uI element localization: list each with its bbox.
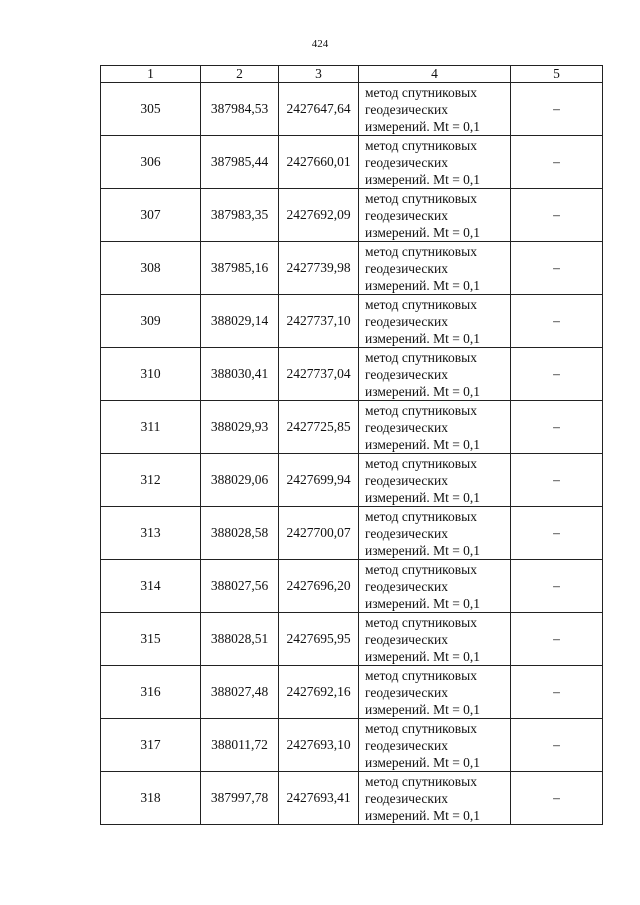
point-number-cell: 313 [101, 507, 201, 560]
method-cell [359, 401, 511, 454]
table-row [101, 295, 603, 348]
method-line: геодезических [365, 419, 448, 435]
y-coordinate-cell: 2427737,10 [279, 295, 359, 348]
method-cell [359, 719, 511, 772]
method-line: геодезических [365, 207, 448, 223]
method-line: измерений. Mt = 0,1 [365, 383, 481, 399]
method-line: геодезических [365, 101, 448, 117]
point-number-cell: 307 [101, 189, 201, 242]
method-line: метод спутниковых [365, 296, 477, 312]
method-line: геодезических [365, 154, 448, 170]
point-number-cell: 305 [101, 83, 201, 136]
column-header-1: 1 [101, 66, 201, 83]
column-header-3: 3 [279, 66, 359, 83]
x-coordinate-cell: 388030,41 [201, 348, 279, 401]
table-row [101, 560, 603, 613]
x-coordinate-cell: 387985,16 [201, 242, 279, 295]
method-cell [359, 772, 511, 825]
point-number-cell: 317 [101, 719, 201, 772]
method-line: геодезических [365, 313, 448, 329]
point-number-cell: 315 [101, 613, 201, 666]
method-line: метод спутниковых [365, 84, 477, 100]
method-cell [359, 189, 511, 242]
point-number-cell: 314 [101, 560, 201, 613]
table-row [101, 83, 603, 136]
method-cell [359, 613, 511, 666]
method-cell [359, 295, 511, 348]
y-coordinate-cell: 2427693,41 [279, 772, 359, 825]
x-coordinate-cell: 388029,06 [201, 454, 279, 507]
method-line: измерений. Mt = 0,1 [365, 330, 481, 346]
method-line: метод спутниковых [365, 243, 477, 259]
page-number: 424 [311, 38, 329, 50]
method-line: измерений. Mt = 0,1 [365, 489, 481, 505]
method-line: метод спутниковых [365, 349, 477, 365]
method-line: измерений. Mt = 0,1 [365, 542, 481, 558]
x-coordinate-cell: 388029,14 [201, 295, 279, 348]
table-row [101, 189, 603, 242]
x-coordinate-cell: 388011,72 [201, 719, 279, 772]
method-cell [359, 348, 511, 401]
note-cell: – [511, 560, 603, 613]
method-line: измерений. Mt = 0,1 [365, 224, 481, 240]
method-line: измерений. Mt = 0,1 [365, 754, 481, 770]
x-coordinate-cell: 388027,56 [201, 560, 279, 613]
y-coordinate-cell: 2427647,64 [279, 83, 359, 136]
table-header-row [101, 66, 603, 83]
method-line: геодезических [365, 578, 448, 594]
x-coordinate-cell: 387985,44 [201, 136, 279, 189]
method-line: измерений. Mt = 0,1 [365, 171, 481, 187]
y-coordinate-cell: 2427725,85 [279, 401, 359, 454]
table-row [101, 507, 603, 560]
method-line: геодезических [365, 631, 448, 647]
method-line: метод спутниковых [365, 720, 477, 736]
point-number-cell: 312 [101, 454, 201, 507]
method-line: измерений. Mt = 0,1 [365, 277, 481, 293]
column-header-4: 4 [359, 66, 511, 83]
table-row [101, 772, 603, 825]
point-number-cell: 316 [101, 666, 201, 719]
y-coordinate-cell: 2427660,01 [279, 136, 359, 189]
method-line: метод спутниковых [365, 561, 477, 577]
method-line: метод спутниковых [365, 508, 477, 524]
table-row [101, 454, 603, 507]
table-row [101, 348, 603, 401]
coordinates-table [100, 65, 603, 825]
table-row [101, 613, 603, 666]
note-cell: – [511, 613, 603, 666]
method-line: геодезических [365, 260, 448, 276]
method-cell [359, 560, 511, 613]
y-coordinate-cell: 2427737,04 [279, 348, 359, 401]
table-row [101, 242, 603, 295]
method-line: измерений. Mt = 0,1 [365, 807, 481, 823]
table-body [101, 83, 603, 825]
note-cell: – [511, 454, 603, 507]
note-cell: – [511, 242, 603, 295]
note-cell: – [511, 772, 603, 825]
method-cell [359, 454, 511, 507]
method-cell [359, 136, 511, 189]
table-row [101, 401, 603, 454]
y-coordinate-cell: 2427700,07 [279, 507, 359, 560]
method-line: геодезических [365, 737, 448, 753]
point-number-cell: 311 [101, 401, 201, 454]
method-line: измерений. Mt = 0,1 [365, 436, 481, 452]
column-header-5: 5 [511, 66, 603, 83]
x-coordinate-cell: 388027,48 [201, 666, 279, 719]
method-line: метод спутниковых [365, 402, 477, 418]
y-coordinate-cell: 2427739,98 [279, 242, 359, 295]
table-row [101, 719, 603, 772]
method-cell [359, 507, 511, 560]
note-cell: – [511, 666, 603, 719]
method-cell [359, 83, 511, 136]
method-line: геодезических [365, 472, 448, 488]
x-coordinate-cell: 387984,53 [201, 83, 279, 136]
point-number-cell: 310 [101, 348, 201, 401]
note-cell: – [511, 136, 603, 189]
method-line: метод спутниковых [365, 667, 477, 683]
point-number-cell: 308 [101, 242, 201, 295]
y-coordinate-cell: 2427696,20 [279, 560, 359, 613]
y-coordinate-cell: 2427692,16 [279, 666, 359, 719]
note-cell: – [511, 401, 603, 454]
method-line: метод спутниковых [365, 773, 477, 789]
method-line: измерений. Mt = 0,1 [365, 118, 481, 134]
method-line: метод спутниковых [365, 614, 477, 630]
note-cell: – [511, 348, 603, 401]
method-line: измерений. Mt = 0,1 [365, 595, 481, 611]
note-cell: – [511, 189, 603, 242]
y-coordinate-cell: 2427693,10 [279, 719, 359, 772]
table-row [101, 136, 603, 189]
column-header-2: 2 [201, 66, 279, 83]
point-number-cell: 318 [101, 772, 201, 825]
method-line: измерений. Mt = 0,1 [365, 701, 481, 717]
method-cell [359, 666, 511, 719]
method-line: геодезических [365, 366, 448, 382]
y-coordinate-cell: 2427692,09 [279, 189, 359, 242]
method-line: геодезических [365, 525, 448, 541]
x-coordinate-cell: 387983,35 [201, 189, 279, 242]
method-line: геодезических [365, 790, 448, 806]
y-coordinate-cell: 2427695,95 [279, 613, 359, 666]
table-row [101, 666, 603, 719]
x-coordinate-cell: 388028,51 [201, 613, 279, 666]
method-line: метод спутниковых [365, 137, 477, 153]
note-cell: – [511, 295, 603, 348]
note-cell: – [511, 83, 603, 136]
x-coordinate-cell: 388029,93 [201, 401, 279, 454]
method-cell [359, 242, 511, 295]
point-number-cell: 306 [101, 136, 201, 189]
y-coordinate-cell: 2427699,94 [279, 454, 359, 507]
x-coordinate-cell: 387997,78 [201, 772, 279, 825]
note-cell: – [511, 719, 603, 772]
method-line: метод спутниковых [365, 455, 477, 471]
method-line: измерений. Mt = 0,1 [365, 648, 481, 664]
method-line: метод спутниковых [365, 190, 477, 206]
note-cell: – [511, 507, 603, 560]
point-number-cell: 309 [101, 295, 201, 348]
x-coordinate-cell: 388028,58 [201, 507, 279, 560]
method-line: геодезических [365, 684, 448, 700]
